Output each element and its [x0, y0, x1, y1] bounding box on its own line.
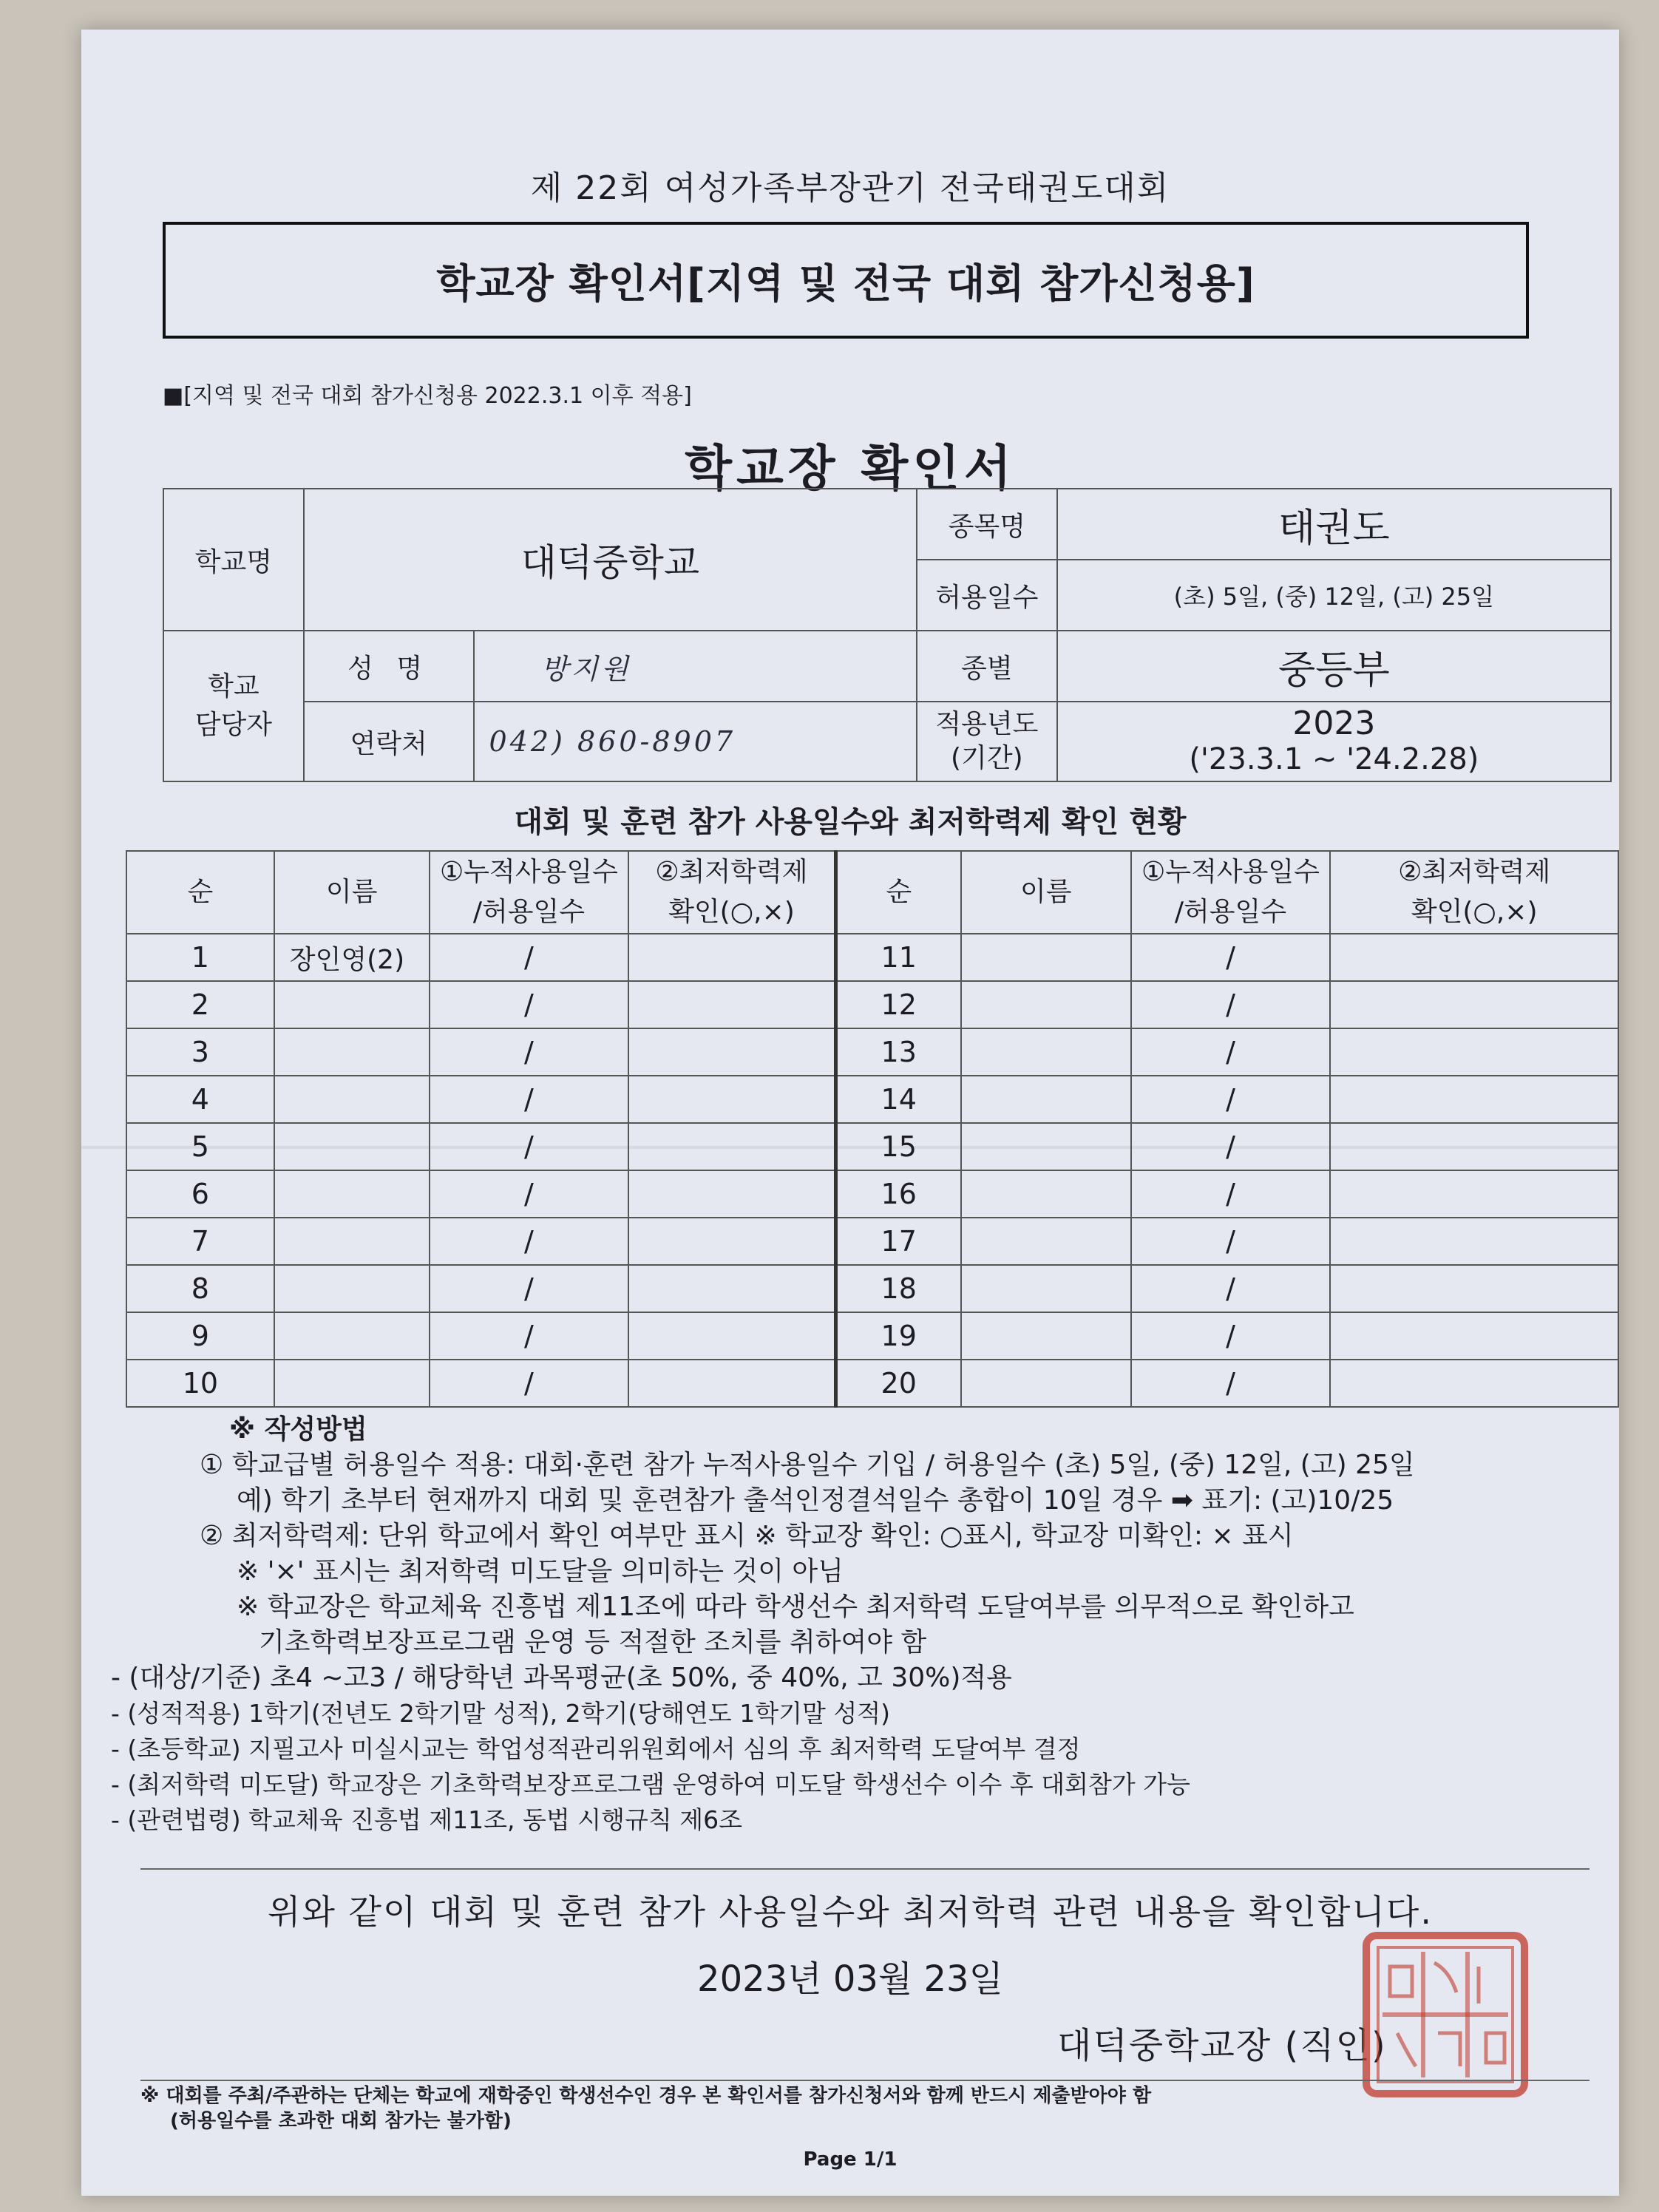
contest-title: 제 22회 여성가족부장관기 전국태권도대회 — [530, 169, 1170, 207]
table-row — [126, 1265, 1618, 1312]
cell-name — [961, 981, 1131, 1028]
cell-days: / — [1131, 1028, 1331, 1076]
cell-name — [274, 1123, 430, 1170]
cell-no: 4 — [126, 1076, 274, 1123]
school-info-table — [163, 488, 1612, 782]
instruction-line: 예) 학기 초부터 현재까지 대회 및 훈련참가 출석인정결석일수 총합이 10일 경우 ➡ 표기: (고)10/25 — [237, 1485, 1394, 1516]
cell-check — [628, 1265, 835, 1312]
cell-days: / — [1131, 1123, 1331, 1170]
cell-name — [961, 1360, 1131, 1407]
cell-check — [1330, 1360, 1618, 1407]
phone-handwritten: 042) 860-8907 — [474, 702, 917, 781]
cell-no: 20 — [835, 1360, 961, 1407]
instruction-line: ② 최저학력제: 단위 학교에서 확인 여부만 표시 ※ 학교장 확인: ○표시, 학교장 미확인: × 표시 — [200, 1521, 1294, 1551]
cell-check — [628, 1218, 835, 1265]
cell-days: / — [1131, 1170, 1331, 1218]
cell-no: 14 — [835, 1076, 961, 1123]
principal-title: 대덕중학교장 — [1057, 2025, 1272, 2066]
cell-name — [274, 1218, 430, 1265]
principal-signature-line — [1057, 2017, 1387, 2068]
cell-name — [961, 934, 1131, 981]
instruction-line: - (성적적용) 1학기(전년도 2학기말 성적), 2학기(당해연도 1학기말 성적) — [111, 1699, 891, 1728]
form-box-title: 학교장 확인서[지역 및 전국 대회 참가신청용] — [163, 222, 1529, 339]
cell-no: 11 — [835, 934, 961, 981]
instruction-line: - (대상/기준) 초4 ~고3 / 해당학년 과목평균(초 50%, 중 40%, 고 30%)적용 — [111, 1663, 1012, 1693]
year-value: 2023 — [1292, 705, 1376, 742]
cell-no: 17 — [835, 1218, 961, 1265]
cell-check — [1330, 1265, 1618, 1312]
cell-name: 장인영(2) — [274, 934, 430, 981]
cell-name — [961, 1076, 1131, 1123]
cell-name — [274, 1265, 430, 1312]
seal-suffix: (직인) — [1284, 2025, 1387, 2066]
cell-name — [961, 1218, 1131, 1265]
header-check: ②최저학력제 확인(○,×) — [628, 851, 835, 934]
table-row — [126, 1312, 1618, 1360]
cell-days: / — [430, 1076, 629, 1123]
header-days: ①누적사용일수 /허용일수 — [430, 851, 629, 934]
cell-no: 10 — [126, 1360, 274, 1407]
confirmation-date: 2023년 03월 23일 — [697, 1958, 1003, 2000]
cell-name — [961, 1170, 1131, 1218]
cell-no: 6 — [126, 1170, 274, 1218]
allowed-days-value: (초) 5일, (중) 12일, (고) 25일 — [1057, 560, 1611, 631]
header-name: 이름 — [961, 851, 1131, 934]
cell-days: / — [1131, 1360, 1331, 1407]
header-no: 순 — [126, 851, 274, 934]
year-label: 적용년도 (기간) — [917, 702, 1057, 781]
event-label: 종목명 — [917, 489, 1057, 560]
cell-check — [1330, 1312, 1618, 1360]
instruction-line: ① 학교급별 허용일수 적용: 대회·훈련 참가 누적사용일수 기입 / 허용일수 (초) 5일, (중) 12일, (고) 25일 — [200, 1450, 1415, 1480]
cell-name — [274, 1312, 430, 1360]
cell-name — [274, 1028, 430, 1076]
cell-name — [961, 1123, 1131, 1170]
table-row — [126, 1123, 1618, 1170]
cell-check — [1330, 1028, 1618, 1076]
cell-check — [628, 1170, 835, 1218]
instruction-line: - (최저학력 미도달) 학교장은 기초학력보장프로그램 운영하여 미도달 학생선수 이수 후 대회참가 가능 — [111, 1770, 1191, 1799]
cell-days: / — [430, 1170, 629, 1218]
cell-name — [274, 1076, 430, 1123]
cell-days: / — [1131, 981, 1331, 1028]
cell-check — [1330, 934, 1618, 981]
table-row — [126, 1218, 1618, 1265]
cell-days: / — [430, 1312, 629, 1360]
school-name-value: 대덕중학교 — [304, 489, 917, 631]
document-page — [81, 30, 1619, 2196]
main-title: 학교장 확인서 — [685, 440, 1016, 497]
cell-no: 13 — [835, 1028, 961, 1076]
cell-check — [1330, 1218, 1618, 1265]
cell-check — [628, 1028, 835, 1076]
cell-no: 18 — [835, 1265, 961, 1312]
division-value: 중등부 — [1057, 631, 1611, 702]
footnote-line: (허용일수를 초과한 대회 참가는 불가함) — [170, 2110, 512, 2132]
cell-days: / — [430, 981, 629, 1028]
table-row — [126, 1360, 1618, 1407]
name-label: 성 명 — [304, 631, 474, 702]
cell-name — [961, 1028, 1131, 1076]
instruction-line: - (초등학교) 지필고사 미실시교는 학업성적관리위원회에서 심의 후 최저학력 도달여부 결정 — [111, 1734, 1081, 1763]
cell-days: / — [1131, 1076, 1331, 1123]
cell-days: / — [430, 934, 629, 981]
school-name-label: 학교명 — [163, 489, 304, 631]
cell-check — [1330, 981, 1618, 1028]
cell-name — [274, 981, 430, 1028]
cell-check — [628, 934, 835, 981]
cell-days: / — [430, 1360, 629, 1407]
instruction-line: ※ 학교장은 학교체육 진흥법 제11조에 따라 학생선수 최저학력 도달여부를 의무적으로 확인하고 — [237, 1592, 1354, 1622]
header-days: ①누적사용일수 /허용일수 — [1131, 851, 1331, 934]
cell-name — [961, 1312, 1131, 1360]
cell-days: / — [430, 1218, 629, 1265]
divider — [140, 2080, 1590, 2081]
cell-no: 15 — [835, 1123, 961, 1170]
event-value: 태권도 — [1057, 489, 1611, 560]
cell-no: 16 — [835, 1170, 961, 1218]
cell-name — [274, 1360, 430, 1407]
cell-check — [628, 1123, 835, 1170]
contact-label: 학교 담당자 — [163, 631, 304, 781]
phone-label: 연락처 — [304, 702, 474, 781]
cell-days: / — [430, 1028, 629, 1076]
cell-days: / — [1131, 934, 1331, 981]
cell-days: / — [430, 1123, 629, 1170]
instruction-line: - (관련법령) 학교체육 진흥법 제11조, 동법 시행규칙 제6조 — [111, 1805, 742, 1834]
cell-days: / — [1131, 1218, 1331, 1265]
table-row — [126, 1170, 1618, 1218]
table-row — [126, 981, 1618, 1028]
applicability-note: ■[지역 및 전국 대회 참가신청용 2022.3.1 이후 적용] — [163, 383, 692, 409]
cell-no: 8 — [126, 1265, 274, 1312]
confirmation-statement: 위와 같이 대회 및 훈련 참가 사용일수와 최저학력 관련 내용을 확인합니다. — [268, 1892, 1433, 1932]
cell-no: 1 — [126, 934, 274, 981]
cell-check — [1330, 1170, 1618, 1218]
header-check: ②최저학력제 확인(○,×) — [1330, 851, 1618, 934]
cell-name — [274, 1170, 430, 1218]
table-row — [126, 934, 1618, 981]
cell-days: / — [1131, 1265, 1331, 1312]
cell-check — [1330, 1123, 1618, 1170]
cell-no: 19 — [835, 1312, 961, 1360]
cell-check — [1330, 1076, 1618, 1123]
header-no: 순 — [835, 851, 961, 934]
cell-no: 12 — [835, 981, 961, 1028]
instructions-header: ※ 작성방법 — [229, 1414, 367, 1445]
cell-check — [628, 981, 835, 1028]
header-name: 이름 — [274, 851, 430, 934]
cell-days: / — [1131, 1312, 1331, 1360]
division-label: 종별 — [917, 631, 1057, 702]
page-number: Page 1/1 — [803, 2148, 898, 2171]
cell-check — [628, 1076, 835, 1123]
divider — [140, 1868, 1590, 1870]
contact-name-handwritten: 방지원 — [474, 631, 917, 702]
cell-no: 3 — [126, 1028, 274, 1076]
cell-no: 2 — [126, 981, 274, 1028]
table-row — [126, 1076, 1618, 1123]
cell-check — [628, 1360, 835, 1407]
cell-no: 5 — [126, 1123, 274, 1170]
instruction-line: 기초학력보장프로그램 운영 등 적절한 조치를 취하여야 함 — [259, 1627, 927, 1658]
cell-days: / — [430, 1265, 629, 1312]
cell-check — [628, 1312, 835, 1360]
cell-no: 7 — [126, 1218, 274, 1265]
writing-instructions — [111, 1412, 1612, 1838]
instruction-line: ※ '×' 표시는 최저학력 미도달을 의미하는 것이 아님 — [237, 1556, 844, 1587]
status-table-title: 대회 및 훈련 참가 사용일수와 최저학력제 확인 현황 — [514, 805, 1187, 839]
cell-no: 9 — [126, 1312, 274, 1360]
footnote — [140, 2083, 1604, 2134]
table-row — [126, 1028, 1618, 1076]
footnote-line: ※ 대회를 주최/주관하는 단체는 학교에 재학중인 학생선수인 경우 본 확인서를 참가신청서와 함께 반드시 제출받아야 함 — [140, 2085, 1152, 2107]
allowed-days-label: 허용일수 — [917, 560, 1057, 631]
cell-name — [961, 1265, 1131, 1312]
participation-table — [126, 850, 1619, 1408]
year-period: ('23.3.1 ~ '24.2.28) — [1189, 742, 1479, 776]
participation-rows — [126, 934, 1618, 1407]
